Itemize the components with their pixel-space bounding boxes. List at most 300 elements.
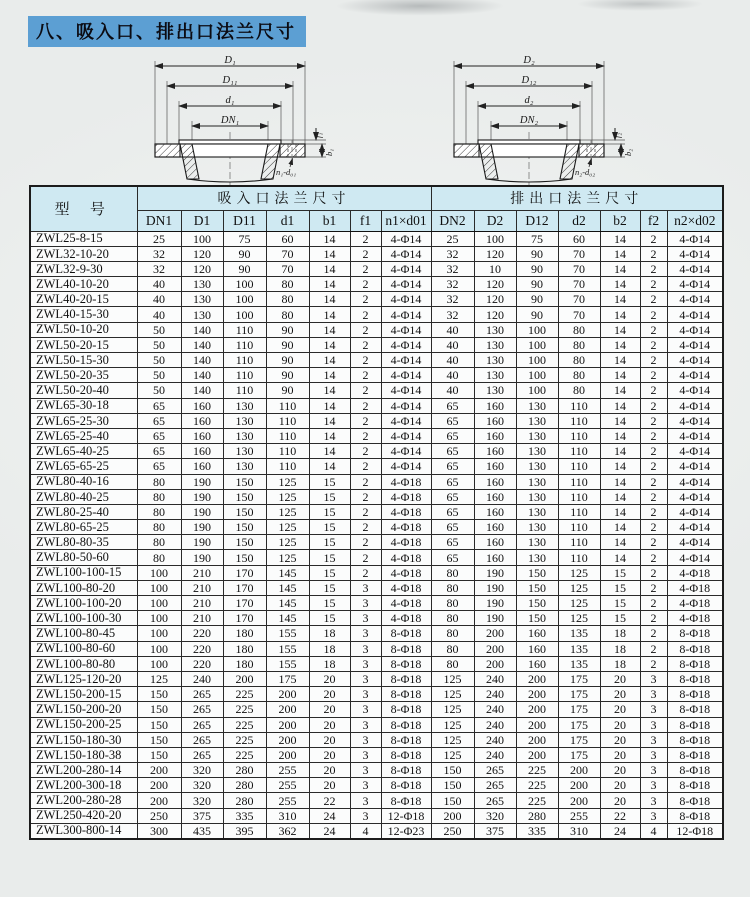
value-cell: 110 bbox=[558, 550, 600, 565]
value-cell: 3 bbox=[350, 808, 381, 823]
value-cell: 8-Φ18 bbox=[667, 671, 723, 686]
model-cell: ZWL80-25-40 bbox=[30, 504, 137, 519]
value-cell: 240 bbox=[474, 732, 516, 747]
table-row bbox=[30, 292, 723, 307]
value-cell: 110 bbox=[558, 520, 600, 535]
value-cell: 2 bbox=[350, 504, 381, 519]
value-cell: 2 bbox=[350, 413, 381, 428]
value-cell: 32 bbox=[431, 277, 474, 292]
table-row bbox=[30, 671, 723, 686]
table-row bbox=[30, 413, 723, 428]
value-cell: 265 bbox=[181, 717, 223, 732]
value-cell: 90 bbox=[266, 368, 309, 383]
value-cell: 160 bbox=[474, 550, 516, 565]
model-cell: ZWL150-200-15 bbox=[30, 687, 137, 702]
value-cell: 125 bbox=[137, 671, 181, 686]
value-cell: 20 bbox=[600, 732, 640, 747]
table-row bbox=[30, 535, 723, 550]
table-row bbox=[30, 277, 723, 292]
value-cell: 15 bbox=[309, 596, 350, 611]
value-cell: 225 bbox=[223, 732, 266, 747]
value-cell: 170 bbox=[223, 565, 266, 580]
value-cell: 190 bbox=[181, 504, 223, 519]
value-cell: 65 bbox=[137, 413, 181, 428]
value-cell: 24 bbox=[309, 808, 350, 823]
value-cell: 8-Φ18 bbox=[667, 747, 723, 762]
suction-flange-diagram bbox=[133, 48, 335, 188]
value-cell: 8-Φ18 bbox=[667, 793, 723, 808]
model-cell: ZWL40-10-20 bbox=[30, 277, 137, 292]
table-row bbox=[30, 322, 723, 337]
value-cell: 20 bbox=[309, 687, 350, 702]
value-cell: 110 bbox=[223, 368, 266, 383]
value-cell: 3 bbox=[640, 808, 667, 823]
value-cell: 2 bbox=[640, 580, 667, 595]
value-cell: 100 bbox=[516, 368, 558, 383]
value-cell: 4-Φ14 bbox=[381, 261, 431, 276]
column-header-d1: d1 bbox=[266, 210, 309, 231]
value-cell: 2 bbox=[640, 383, 667, 398]
value-cell: 100 bbox=[223, 307, 266, 322]
value-cell: 14 bbox=[309, 368, 350, 383]
value-cell: 4-Φ14 bbox=[381, 322, 431, 337]
value-cell: 435 bbox=[181, 823, 223, 838]
value-cell: 155 bbox=[266, 656, 309, 671]
value-cell: 15 bbox=[309, 520, 350, 535]
value-cell: 14 bbox=[600, 535, 640, 550]
value-cell: 125 bbox=[266, 550, 309, 565]
value-cell: 2 bbox=[640, 231, 667, 246]
value-cell: 15 bbox=[309, 489, 350, 504]
value-cell: 110 bbox=[266, 444, 309, 459]
value-cell: 4-Φ18 bbox=[667, 565, 723, 580]
value-cell: 4-Φ14 bbox=[667, 444, 723, 459]
value-cell: 125 bbox=[266, 489, 309, 504]
value-cell: 4-Φ18 bbox=[667, 611, 723, 626]
value-cell: 160 bbox=[516, 641, 558, 656]
value-cell: 200 bbox=[137, 778, 181, 793]
model-cell: ZWL32-10-20 bbox=[30, 246, 137, 261]
value-cell: 65 bbox=[431, 504, 474, 519]
value-cell: 160 bbox=[516, 626, 558, 641]
model-cell: ZWL65-25-30 bbox=[30, 413, 137, 428]
value-cell: 14 bbox=[600, 504, 640, 519]
value-cell: 180 bbox=[223, 641, 266, 656]
value-cell: 32 bbox=[431, 292, 474, 307]
value-cell: 80 bbox=[558, 337, 600, 352]
value-cell: 15 bbox=[309, 611, 350, 626]
model-cell: ZWL32-9-30 bbox=[30, 261, 137, 276]
value-cell: 90 bbox=[516, 292, 558, 307]
value-cell: 4-Φ14 bbox=[667, 535, 723, 550]
value-cell: 2 bbox=[640, 413, 667, 428]
value-cell: 130 bbox=[223, 459, 266, 474]
model-cell: ZWL100-80-60 bbox=[30, 641, 137, 656]
value-cell: 65 bbox=[431, 398, 474, 413]
value-cell: 150 bbox=[137, 732, 181, 747]
value-cell: 250 bbox=[137, 808, 181, 823]
value-cell: 3 bbox=[640, 747, 667, 762]
value-cell: 310 bbox=[558, 823, 600, 838]
value-cell: 160 bbox=[474, 535, 516, 550]
value-cell: 15 bbox=[309, 504, 350, 519]
table-row bbox=[30, 459, 723, 474]
value-cell: 130 bbox=[181, 292, 223, 307]
table-row bbox=[30, 428, 723, 443]
value-cell: 14 bbox=[600, 307, 640, 322]
value-cell: 40 bbox=[431, 383, 474, 398]
model-cell: ZWL200-280-14 bbox=[30, 763, 137, 778]
value-cell: 100 bbox=[137, 626, 181, 641]
value-cell: 20 bbox=[600, 793, 640, 808]
value-cell: 130 bbox=[516, 489, 558, 504]
table-row bbox=[30, 504, 723, 519]
value-cell: 135 bbox=[558, 656, 600, 671]
value-cell: 15 bbox=[309, 580, 350, 595]
value-cell: 170 bbox=[223, 580, 266, 595]
value-cell: 80 bbox=[137, 550, 181, 565]
model-cell: ZWL65-40-25 bbox=[30, 444, 137, 459]
table-row bbox=[30, 246, 723, 261]
value-cell: 8-Φ18 bbox=[667, 656, 723, 671]
value-cell: 4-Φ14 bbox=[381, 307, 431, 322]
value-cell: 200 bbox=[516, 732, 558, 747]
value-cell: 100 bbox=[223, 292, 266, 307]
value-cell: 3 bbox=[350, 717, 381, 732]
value-cell: 200 bbox=[516, 747, 558, 762]
value-cell: 120 bbox=[474, 307, 516, 322]
value-cell: 220 bbox=[181, 641, 223, 656]
model-cell: ZWL65-30-18 bbox=[30, 398, 137, 413]
table-row bbox=[30, 778, 723, 793]
value-cell: 4 bbox=[350, 823, 381, 838]
column-header-b2: b2 bbox=[600, 210, 640, 231]
value-cell: 2 bbox=[350, 428, 381, 443]
value-cell: 125 bbox=[266, 474, 309, 489]
value-cell: 225 bbox=[223, 747, 266, 762]
value-cell: 120 bbox=[181, 246, 223, 261]
value-cell: 280 bbox=[516, 808, 558, 823]
value-cell: 145 bbox=[266, 596, 309, 611]
value-cell: 8-Φ18 bbox=[381, 702, 431, 717]
table-row bbox=[30, 717, 723, 732]
value-cell: 100 bbox=[516, 337, 558, 352]
model-cell: ZWL40-15-30 bbox=[30, 307, 137, 322]
value-cell: 90 bbox=[266, 322, 309, 337]
value-cell: 3 bbox=[350, 778, 381, 793]
value-cell: 14 bbox=[600, 413, 640, 428]
dim-label-D2: D₂ bbox=[523, 55, 535, 66]
value-cell: 15 bbox=[309, 474, 350, 489]
value-cell: 2 bbox=[350, 261, 381, 276]
model-cell: ZWL100-100-20 bbox=[30, 596, 137, 611]
value-cell: 14 bbox=[309, 277, 350, 292]
value-cell: 280 bbox=[223, 793, 266, 808]
value-cell: 80 bbox=[266, 292, 309, 307]
value-cell: 150 bbox=[431, 793, 474, 808]
value-cell: 4-Φ14 bbox=[381, 353, 431, 368]
value-cell: 8-Φ18 bbox=[381, 747, 431, 762]
table-row bbox=[30, 368, 723, 383]
value-cell: 4-Φ14 bbox=[381, 428, 431, 443]
value-cell: 14 bbox=[600, 231, 640, 246]
value-cell: 2 bbox=[350, 535, 381, 550]
value-cell: 8-Φ18 bbox=[667, 732, 723, 747]
value-cell: 14 bbox=[309, 292, 350, 307]
value-cell: 40 bbox=[137, 277, 181, 292]
value-cell: 130 bbox=[474, 383, 516, 398]
value-cell: 90 bbox=[516, 261, 558, 276]
value-cell: 110 bbox=[558, 474, 600, 489]
dim-label-b1: b₁ bbox=[324, 148, 334, 156]
value-cell: 20 bbox=[309, 747, 350, 762]
value-cell: 200 bbox=[474, 656, 516, 671]
value-cell: 2 bbox=[640, 277, 667, 292]
value-cell: 4-Φ18 bbox=[381, 565, 431, 580]
value-cell: 14 bbox=[309, 322, 350, 337]
value-cell: 200 bbox=[558, 793, 600, 808]
table-row bbox=[30, 261, 723, 276]
table-body bbox=[30, 231, 723, 839]
value-cell: 2 bbox=[350, 459, 381, 474]
value-cell: 125 bbox=[431, 671, 474, 686]
value-cell: 70 bbox=[558, 277, 600, 292]
model-cell: ZWL100-80-20 bbox=[30, 580, 137, 595]
discharge-flange-diagram bbox=[432, 48, 634, 188]
value-cell: 125 bbox=[431, 687, 474, 702]
table-row bbox=[30, 398, 723, 413]
value-cell: 4-Φ14 bbox=[667, 459, 723, 474]
value-cell: 120 bbox=[181, 261, 223, 276]
value-cell: 25 bbox=[431, 231, 474, 246]
value-cell: 80 bbox=[431, 656, 474, 671]
model-cell: ZWL80-40-16 bbox=[30, 474, 137, 489]
value-cell: 14 bbox=[600, 292, 640, 307]
value-cell: 125 bbox=[266, 504, 309, 519]
value-cell: 4-Φ14 bbox=[381, 413, 431, 428]
value-cell: 100 bbox=[137, 656, 181, 671]
value-cell: 190 bbox=[474, 565, 516, 580]
value-cell: 40 bbox=[137, 292, 181, 307]
value-cell: 2 bbox=[350, 368, 381, 383]
value-cell: 145 bbox=[266, 580, 309, 595]
value-cell: 265 bbox=[181, 732, 223, 747]
value-cell: 130 bbox=[516, 474, 558, 489]
value-cell: 20 bbox=[309, 671, 350, 686]
model-cell: ZWL100-80-45 bbox=[30, 626, 137, 641]
value-cell: 14 bbox=[600, 277, 640, 292]
value-cell: 220 bbox=[181, 626, 223, 641]
table-row bbox=[30, 489, 723, 504]
value-cell: 14 bbox=[600, 428, 640, 443]
value-cell: 3 bbox=[350, 671, 381, 686]
value-cell: 65 bbox=[431, 428, 474, 443]
value-cell: 160 bbox=[474, 398, 516, 413]
value-cell: 4-Φ18 bbox=[381, 520, 431, 535]
model-cell: ZWL150-200-25 bbox=[30, 717, 137, 732]
value-cell: 200 bbox=[431, 808, 474, 823]
value-cell: 3 bbox=[640, 671, 667, 686]
value-cell: 4-Φ14 bbox=[667, 307, 723, 322]
table-row bbox=[30, 808, 723, 823]
value-cell: 18 bbox=[309, 641, 350, 656]
value-cell: 130 bbox=[516, 428, 558, 443]
value-cell: 200 bbox=[558, 778, 600, 793]
value-cell: 160 bbox=[516, 656, 558, 671]
value-cell: 90 bbox=[516, 246, 558, 261]
value-cell: 2 bbox=[640, 368, 667, 383]
value-cell: 362 bbox=[266, 823, 309, 838]
value-cell: 3 bbox=[640, 763, 667, 778]
value-cell: 220 bbox=[181, 656, 223, 671]
value-cell: 65 bbox=[431, 459, 474, 474]
value-cell: 4-Φ14 bbox=[667, 246, 723, 261]
value-cell: 15 bbox=[309, 565, 350, 580]
value-cell: 22 bbox=[600, 808, 640, 823]
value-cell: 65 bbox=[137, 398, 181, 413]
value-cell: 265 bbox=[474, 763, 516, 778]
value-cell: 2 bbox=[350, 398, 381, 413]
value-cell: 2 bbox=[350, 383, 381, 398]
value-cell: 20 bbox=[309, 717, 350, 732]
value-cell: 90 bbox=[266, 353, 309, 368]
value-cell: 2 bbox=[640, 550, 667, 565]
value-cell: 265 bbox=[181, 687, 223, 702]
dim-label-D11: D₁₁ bbox=[222, 75, 238, 86]
value-cell: 70 bbox=[558, 292, 600, 307]
value-cell: 70 bbox=[558, 246, 600, 261]
value-cell: 100 bbox=[223, 277, 266, 292]
value-cell: 2 bbox=[350, 444, 381, 459]
value-cell: 80 bbox=[431, 641, 474, 656]
value-cell: 18 bbox=[309, 656, 350, 671]
model-cell: ZWL50-20-35 bbox=[30, 368, 137, 383]
value-cell: 80 bbox=[431, 596, 474, 611]
value-cell: 200 bbox=[516, 671, 558, 686]
value-cell: 15 bbox=[600, 565, 640, 580]
value-cell: 3 bbox=[350, 747, 381, 762]
value-cell: 40 bbox=[431, 322, 474, 337]
column-header-DN2: DN2 bbox=[431, 210, 474, 231]
value-cell: 150 bbox=[431, 763, 474, 778]
value-cell: 80 bbox=[431, 580, 474, 595]
column-header-DN1: DN1 bbox=[137, 210, 181, 231]
value-cell: 80 bbox=[431, 626, 474, 641]
value-cell: 120 bbox=[474, 277, 516, 292]
value-cell: 100 bbox=[137, 596, 181, 611]
table-row bbox=[30, 596, 723, 611]
value-cell: 4-Φ14 bbox=[667, 322, 723, 337]
table-row bbox=[30, 383, 723, 398]
value-cell: 4-Φ14 bbox=[667, 277, 723, 292]
value-cell: 4-Φ18 bbox=[381, 596, 431, 611]
value-cell: 2 bbox=[640, 474, 667, 489]
value-cell: 130 bbox=[223, 444, 266, 459]
value-cell: 110 bbox=[223, 322, 266, 337]
value-cell: 8-Φ18 bbox=[381, 671, 431, 686]
value-cell: 80 bbox=[558, 368, 600, 383]
value-cell: 170 bbox=[223, 611, 266, 626]
value-cell: 70 bbox=[266, 246, 309, 261]
model-cell: ZWL65-25-40 bbox=[30, 428, 137, 443]
value-cell: 3 bbox=[350, 611, 381, 626]
value-cell: 14 bbox=[309, 353, 350, 368]
value-cell: 110 bbox=[558, 444, 600, 459]
flange-cross-section-drawing bbox=[432, 48, 634, 188]
value-cell: 190 bbox=[474, 580, 516, 595]
value-cell: 14 bbox=[600, 261, 640, 276]
value-cell: 150 bbox=[137, 717, 181, 732]
value-cell: 130 bbox=[474, 337, 516, 352]
value-cell: 4-Φ14 bbox=[381, 337, 431, 352]
value-cell: 150 bbox=[223, 535, 266, 550]
value-cell: 20 bbox=[309, 732, 350, 747]
dim-label-DN1: DN₁ bbox=[220, 115, 240, 126]
value-cell: 2 bbox=[640, 398, 667, 413]
model-column-header: 型 号 bbox=[30, 186, 137, 231]
value-cell: 8-Φ18 bbox=[667, 717, 723, 732]
value-cell: 2 bbox=[640, 565, 667, 580]
value-cell: 50 bbox=[137, 368, 181, 383]
value-cell: 80 bbox=[266, 277, 309, 292]
model-cell: ZWL40-20-15 bbox=[30, 292, 137, 307]
table-row bbox=[30, 626, 723, 641]
value-cell: 2 bbox=[640, 520, 667, 535]
value-cell: 265 bbox=[181, 747, 223, 762]
value-cell: 3 bbox=[640, 793, 667, 808]
value-cell: 150 bbox=[223, 520, 266, 535]
value-cell: 14 bbox=[600, 383, 640, 398]
value-cell: 100 bbox=[516, 322, 558, 337]
value-cell: 4-Φ14 bbox=[667, 368, 723, 383]
table-row bbox=[30, 611, 723, 626]
value-cell: 200 bbox=[266, 687, 309, 702]
value-cell: 150 bbox=[516, 611, 558, 626]
value-cell: 240 bbox=[181, 671, 223, 686]
value-cell: 80 bbox=[558, 322, 600, 337]
value-cell: 150 bbox=[137, 747, 181, 762]
value-cell: 2 bbox=[350, 550, 381, 565]
value-cell: 100 bbox=[137, 641, 181, 656]
value-cell: 2 bbox=[640, 626, 667, 641]
value-cell: 2 bbox=[350, 489, 381, 504]
value-cell: 125 bbox=[431, 747, 474, 762]
value-cell: 130 bbox=[516, 520, 558, 535]
value-cell: 265 bbox=[474, 778, 516, 793]
value-cell: 110 bbox=[266, 428, 309, 443]
value-cell: 4-Φ14 bbox=[667, 353, 723, 368]
value-cell: 2 bbox=[640, 353, 667, 368]
value-cell: 4-Φ14 bbox=[667, 398, 723, 413]
value-cell: 2 bbox=[350, 337, 381, 352]
value-cell: 150 bbox=[223, 504, 266, 519]
value-cell: 14 bbox=[309, 261, 350, 276]
value-cell: 70 bbox=[558, 261, 600, 276]
value-cell: 130 bbox=[223, 428, 266, 443]
value-cell: 140 bbox=[181, 337, 223, 352]
column-header-D1: D1 bbox=[181, 210, 223, 231]
value-cell: 200 bbox=[266, 702, 309, 717]
value-cell: 14 bbox=[309, 246, 350, 261]
model-cell: ZWL65-65-25 bbox=[30, 459, 137, 474]
value-cell: 155 bbox=[266, 626, 309, 641]
model-cell: ZWL200-280-28 bbox=[30, 793, 137, 808]
value-cell: 160 bbox=[474, 413, 516, 428]
value-cell: 140 bbox=[181, 322, 223, 337]
value-cell: 150 bbox=[137, 702, 181, 717]
dim-label-D1: D₁ bbox=[224, 55, 236, 66]
value-cell: 2 bbox=[640, 307, 667, 322]
